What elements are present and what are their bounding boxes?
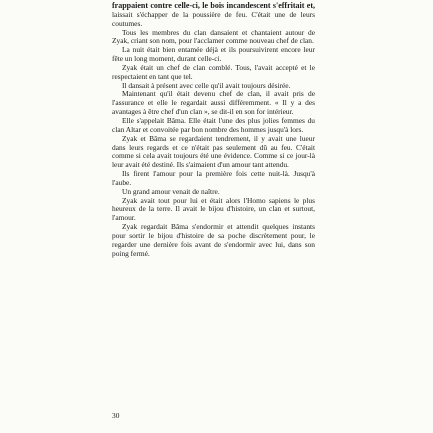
paragraph: Un grand amour venait de naître.: [122, 186, 220, 196]
paragraph: frappaient contre celle-ci, le bois incandescent s'effritait et, laissait s'échapper de la poussière de feu. C'était une de leurs coutumes.: [112, 1, 315, 28]
paragraph: La nuit était bien entamée déjà et ils poursuivirent encore leur fête un long moment, durant celle-ci.: [112, 45, 315, 64]
paragraph: Il dansait à présent avec celle qu'il avait toujours désirée.: [122, 80, 291, 90]
paragraph: Tous les membres du clan dansaient et chantaient autour de Zyak, criant son nom, pour l'acclamer comme nouveau chef de clan.: [112, 27, 315, 46]
paragraph: Zyak et Bâma se regardaient tendrement, il y avait une lueur dans leurs regards et ce n'était pas seulement dû au feu. C'était comme si cela avait toujours été une évidence. Comme si ce jour-là leur avait été destiné. Ils s'aimaient d'un amour tant attendu.: [112, 133, 315, 170]
page-number: 30: [112, 411, 120, 420]
paragraph: Elle s'appelait Bâma. Elle était l'une des plus jolies femmes du clan Altar et convoitée par bon nombre des hommes jusqu'à lors.: [112, 115, 315, 134]
paragraph: Maintenant qu'il était devenu chef de clan, il avait pris de l'assurance et elle le regardait aussi différemment. « Il y a des avantages à être chef d'un clan », se dit-il en son for intérieur.: [112, 89, 315, 117]
paragraph: Zyak était un chef de clan comblé. Tous, l'avait accepté et le respectaient en tant que tel.: [112, 62, 315, 81]
paragraph: Zyak regardait Bâma s'endormir et attendit quelques instants pour sortir le bijou d'histoire de sa poche discrètement pour, le regarder une dernière fois avant de s'endormir avec lui, dans son poing fermé.: [112, 222, 315, 258]
paragraph: Ils firent l'amour pour la première fois cette nuit-là. Jusqu'à l'aube.: [112, 169, 315, 187]
paragraph: Zyak avait tout pour lui et était alors l'Homo sapiens le plus heureux de la terre. Il avait le bijou d'histoire, un clan et surtout, l'amour.: [112, 195, 315, 223]
body-text: [112, 2, 315, 258]
